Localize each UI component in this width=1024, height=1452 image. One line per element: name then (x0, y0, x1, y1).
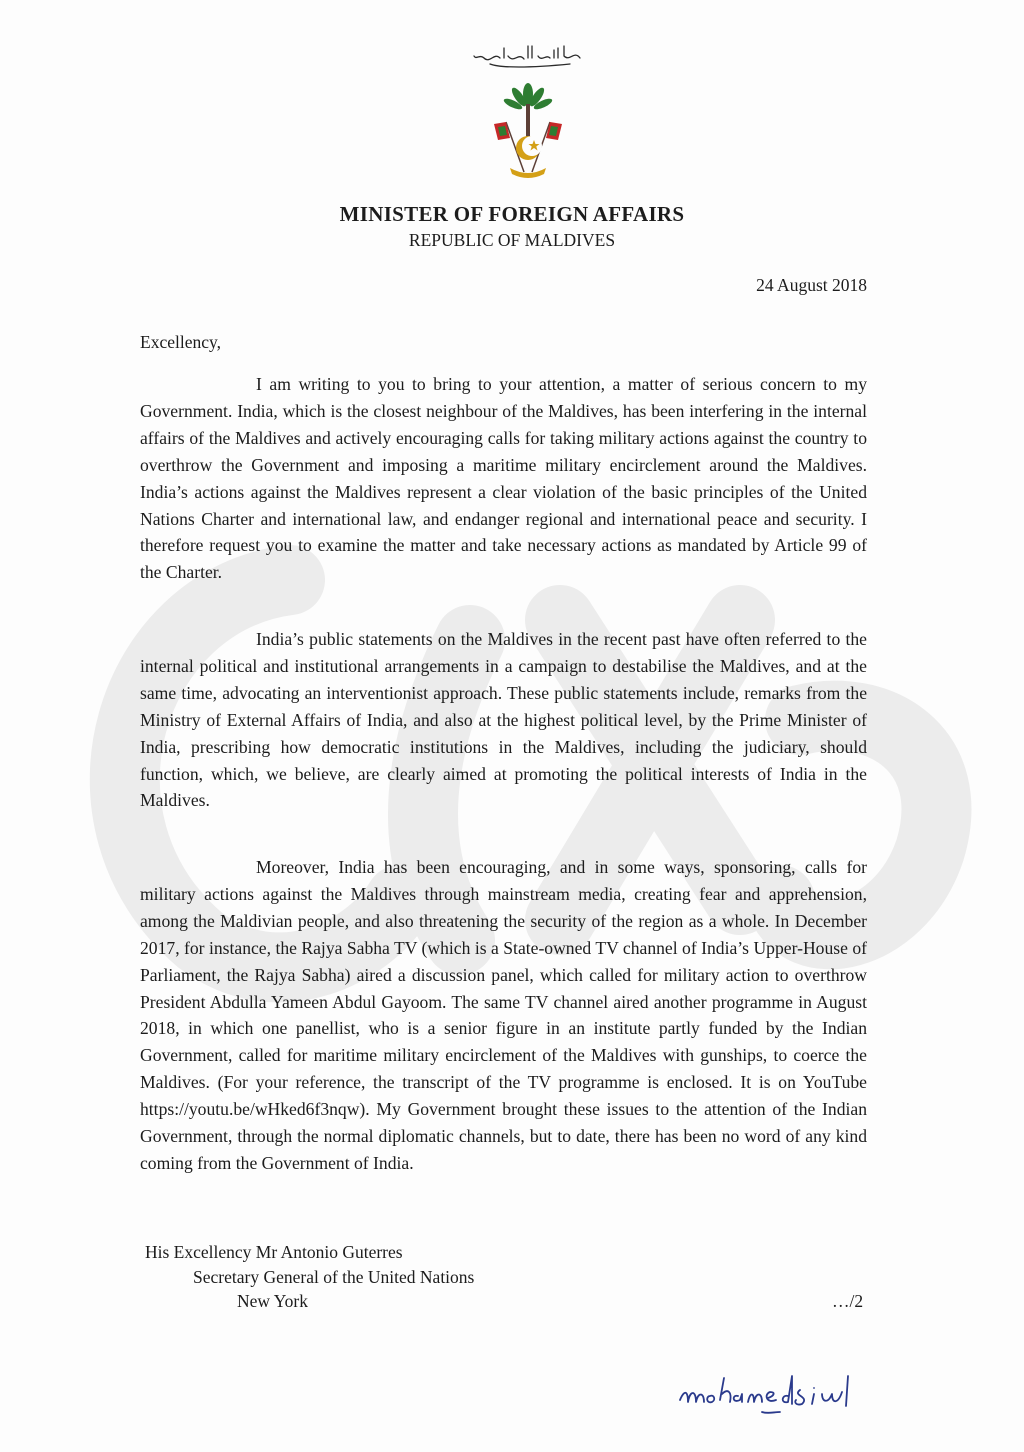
signature (676, 1362, 868, 1422)
ministry-title: MINISTER OF FOREIGN AFFAIRS (339, 202, 685, 226)
addressee-location: New York (237, 1291, 308, 1311)
page-continuation: …/2 (832, 1291, 864, 1311)
maldives-emblem-icon (488, 82, 568, 184)
salutation: Excellency, (140, 332, 221, 352)
letter-date: 24 August 2018 (756, 275, 867, 295)
addressee-name: His Excellency Mr Antonio Guterres (145, 1242, 403, 1262)
country-subtitle: REPUBLIC OF MALDIVES (408, 230, 616, 250)
body-paragraph: India’s public statements on the Maldives in the recent past have often referred to the internal political and institutional arrangements in a campaign to destabilise the Maldives, and at the same time, advocating an interventionist approach. These public statements include, remarks from the Ministry of External Affairs of India, and also at the highest political level, by the Prime Minister of India, prescribing how democratic institutions in the Maldives, including the judiciary, should function, which, we believe, are clearly aimed at promoting the political interests of India in the Maldives. (140, 629, 867, 811)
body-paragraph: Moreover, India has been encouraging, and in some ways, sponsoring, calls for military actions against the Maldives through mainstream media, creating fear and apprehension, among the Maldivian people, and also threatening the security of the region as a whole. In December 2017, for instance, the Rajya Sabha TV (which is a State-owned TV channel of India’s Upper-House of Parliament, the Rajya Sabha) aired a discussion panel, which called for military action to overthrow President Abdulla Yameen Abdul Gayoom. The same TV channel aired another programme in August 2018, in which one panellist, who is a senior figure in an institute partly funded by the Indian Government, called for maritime military encirclement of the Maldives with gunships, to coerce the Maldives. (For your reference, the transcript of the TV programme is enclosed. It is on YouTube https://youtu.be/wHked6f3nqw). My Government brought these issues to the attention of the Indian Government, through the normal diplomatic channels, but to date, there has been no word of any kind coming from the Government of India. (140, 857, 867, 1173)
body-paragraph: I am writing to you to bring to your attention, a matter of serious concern to my Government. India, which is the closest neighbour of the Maldives, has been interfering in the internal affairs of the Maldives and actively encouraging calls for taking military actions against the country to overthrow the Government and imposing a maritime military encirclement around the Maldives. India’s actions against the Maldives represent a clear violation of the basic principles of the United Nations Charter and international law, and endanger regional and international peace and security. I therefore request you to examine the matter and take necessary actions as mandated by Article 99 of the Charter. (140, 374, 867, 583)
bismillah-calligraphy (470, 40, 590, 70)
addressee-title: Secretary General of the United Nations (193, 1267, 475, 1287)
